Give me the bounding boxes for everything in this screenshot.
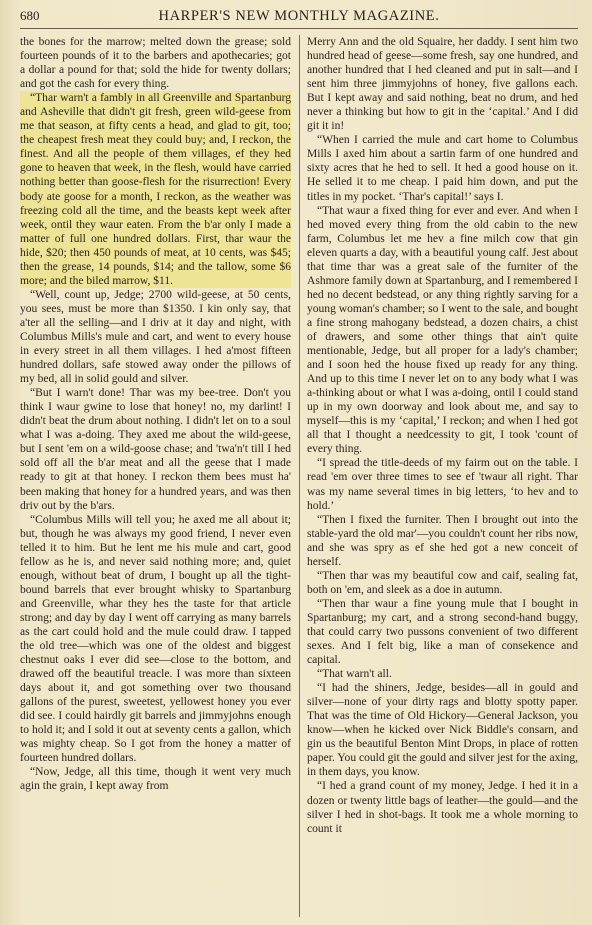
paragraph: “I hed a grand count of my money, Jedge. I hed it in a dozen or twenty little bags of leather—the gould—and the silver I hed in shot-bags. It took me a whole morning to count it [306, 780, 578, 835]
paragraph: the bones for the marrow; melted down the grease; sold fourteen pounds of it to the barbers and apothecaries; got a dollar a pound for that; sold the hide for twenty dollars; and got the cash for every thing. [20, 36, 291, 91]
paragraph: “Then thar was my beautiful cow and caif, sealing fat, both on 'em, and sleek as a doe in autumn. [306, 569, 578, 596]
paragraph: “But I warn't done! Thar was my bee-tree. Don't you think I waur gwine to lose that honey! no, my darlint! I didn't beat the drum about nothing. I didn't let on to a soul what I was a-doing. They axed me about the wild-geese, but I sent 'em on a wild-goose chase; and 'twa'n't till I hed sold off all the b'ar meat and all the geese that I made ready to git at that honey. I reckon them bees must ha' been making that honey for a hundred years, and was then driv out by the b'ars. [20, 387, 291, 512]
running-title: HARPER'S NEW MONTHLY MAGAZINE. [158, 8, 440, 24]
paragraph: “Now, Jedge, all this time, though it went very much agin the grain, I kept away from [20, 766, 291, 793]
left-column [20, 35, 291, 917]
text-columns [20, 35, 578, 917]
paragraph: “Columbus Mills will tell you; he axed me all about it; but, though he was always my good friend, I never even telled it to him. But he lent me his mule and cart, good fellow as he is, and never said nothing more; and, quiet enough, without beat of drum, I bought up all the tight-bound barrels that ever brought whisky to Spartanburg and Greenville, whar they hes the taste for that article strong; and day by day I went off carrying as many barrels as the cart could hold and the mule could draw. I tapped the old tree—which was one of the oldest and biggest chestnut oaks I ever did see—close to the bottom, and drawed off the beautiful treacle. I was more than sixteen days about it, and got something over two thousand gallons of the purest, sweetest, yellowest honey you ever did see. I could hairdly git barrels and jimmyjohns enough to hold it; and I sold it out at seventy cents a gallon, which was mighty cheap. So I got from the honey a matter of fourteen hundred dollars. [20, 513, 291, 765]
page-number: 680 [20, 8, 40, 23]
paragraph: “I had the shiners, Jedge, besides—all in gould and silver—none of your dirty rags and blotty spotty paper. That was the time of Old Hickory—General Jackson, you know—when he kicked over Nick Biddle's consarn, and gin us the beautiful Benton Mint Drops, in place of rotten paper. You could git the gould and silver jest for the axing, in them days, you know. [306, 682, 578, 779]
paragraph: “Then thar waur a fine young mule that I bought in Spartanburg; my cart, and a strong second-hand buggy, that could carry two pussons convenient of two different sexes. And I felt big, like a man of consekence and capital. [306, 597, 578, 667]
paragraph: “I spread the title-deeds of my fairm out on the table. I read 'em over three times to see ef 'twaur all right. Thar was my name several times in big letters, ‘to hev and to hold.’ [306, 457, 578, 512]
paragraph: “Well, count up, Jedge; 2700 wild-geese, at 50 cents, you sees, must be more than $1350. I kin only say, that a'ter all the selling—and I driv at it day and night, with Columbus Mills's mule and cart, and went to every house in every street in all them villages. I hed a'most fifteen hundred dollars, safe stowed away onder the pillows of my bed, all in solid gould and silver. [20, 288, 291, 386]
right-column [307, 35, 578, 917]
page-header [20, 8, 578, 29]
paragraph: Merry Ann and the old Squaire, her daddy. I sent him two hundred head of geese—some fresh, say one hundred, and another hundred that I hed cleaned and put in salt—and I sent him three jimmyjohns of honey, five gallons each. But I kept away and said nothing, beat no drum, and hed never a thinking but how to git in the ‘capital.’ And I did git it in! [306, 36, 578, 133]
paragraph: “When I carried the mule and cart home to Columbus Mills I axed him about a sartin farm of one hundred and sixty acres that he hed to sell. It hed a good house on it. He selled it to me cheap. I paid him down, and put the titles in my pocket. ‘Thar's capital!’ says I. [306, 134, 578, 203]
paragraph: “That warn't all. [316, 668, 392, 681]
paragraph: “Then I fixed the furniter. Then I brought out into the stable-yard the old mar'—you couldn't count her ribs now, and she was spry as ef she hed got a new conceit of herself. [306, 513, 578, 568]
column-divider [299, 35, 300, 917]
paragraph: “Thar warn't a fambly in all Greenville and Spartanburg and Asheville that didn't git fresh, green wild-geese from me that season, at fifty cents a head, and glad to git, too; the cheapest fresh meat they could buy; and, I reckon, the finest. And all the people of them villages, ef they hed gone to heaven that week, in the flesh, would have carried nothing better than goose-flesh for the risurrection! Every body ate goose for a month, I reckon, as the weather was freezing cold all the time, and the beasts kept week after week, ontil they waur eaten. From the b'ar only I made a matter of full one hundred dollars. First, thar waur the hide, $20; then 450 pounds of meat, at 10 cents, was $45; then the grease, 14 pounds, $14; and the tallow, some $6 more; and the biled marrow, $11. [20, 92, 291, 287]
paragraph: “That waur a fixed thing for ever and ever. And when I hed moved every thing from the old cabin to the new farm, Columbus let me hev a fine milch cow that gin eleven quarts a day, with a beautiful young calf. Jest about that time thar was a great sale of the furniter of the Ashmore family down at Spartanburg, and I remembered I hed no decent bedstead, or any thing rightly sarving for a young woman's chamber; so I went to the sale, and bought a fine strong mahogany bedstead, a dozen chairs, a chist of drawers, and some other things that ain't quite mentionable, Jedge, but all proper for a lady's chamber; and I soon hed the house fixed up ready for any thing. And up to this time I never let on to any body what I was a-thinking about or what I was a-doing, ontil I could stand up in my own doorway and look about me, and say to myself—this is my ‘capital,’ I reckon; and when I hed got all that I thought a needcessity to git, I took 'count of every thing. [306, 204, 578, 456]
